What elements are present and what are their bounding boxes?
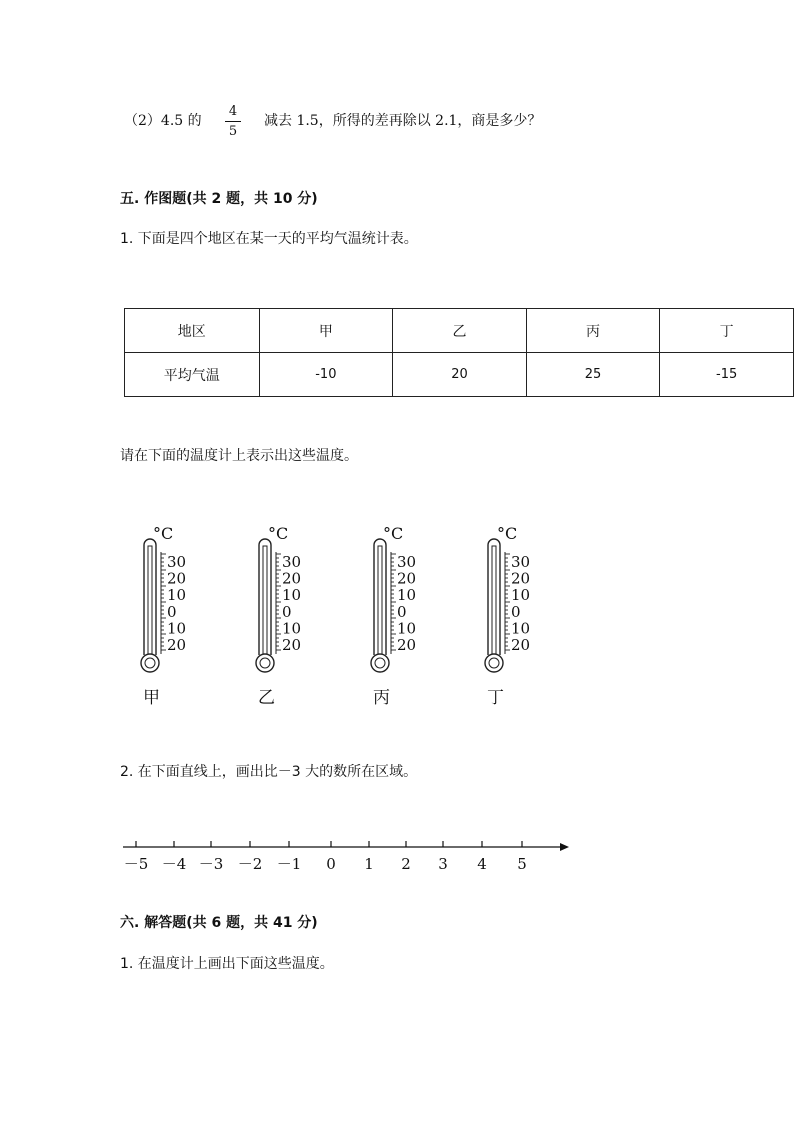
thermometer-tick-label: 20 — [397, 636, 417, 654]
q2-label: （2）4.5 的 — [124, 113, 202, 129]
thermometer-tick-label: 30 — [167, 553, 187, 571]
thermometer-tick-label: 20 — [511, 569, 531, 588]
number-line-label: 5 — [517, 855, 527, 873]
number-line-label: －1 — [276, 855, 302, 873]
number-line-label: 4 — [477, 855, 487, 873]
table-cell: 丙 — [526, 309, 660, 353]
section-6-title: 六. 解答题(共 6 题，共 41 分) — [120, 915, 318, 931]
table-cell: 20 — [393, 353, 527, 397]
thermometer-tick-label: 0 — [397, 602, 407, 621]
table-cell: 25 — [526, 353, 660, 397]
thermometer-tick-label: 10 — [282, 586, 302, 605]
number-line-label: －2 — [237, 855, 263, 873]
thermometer-tick-label: 0 — [167, 602, 177, 621]
number-line-arrow-icon — [560, 843, 569, 851]
number-line-label: 3 — [438, 855, 448, 873]
section-5-q2: 2. 在下面直线上，画出比－3 大的数所在区域。 — [120, 764, 418, 780]
table-cell: 地区 — [125, 309, 260, 353]
thermometer-name: 丁 — [487, 688, 504, 708]
table-cell: 甲 — [259, 309, 393, 353]
section-5-q1: 1. 下面是四个地区在某一天的平均气温统计表。 — [120, 231, 418, 247]
thermometer-name: 甲 — [143, 688, 160, 708]
thermometer-tick-label: 10 — [167, 586, 187, 605]
thermometer-unit-label: °C — [383, 524, 404, 543]
q2-question-text: 减去 1.5，所得的差再除以 2.1，商是多少？ — [264, 113, 542, 129]
thermometer-tick-label: 10 — [397, 619, 417, 638]
thermometer-tick-label: 10 — [397, 586, 417, 605]
number-line-label: 2 — [401, 855, 411, 873]
thermometer-tick-label: 30 — [511, 553, 531, 571]
table-cell: 乙 — [393, 309, 527, 353]
thermometer-unit-label: °C — [153, 524, 174, 543]
table-cell: -10 — [259, 353, 393, 397]
number-line-label: 0 — [326, 855, 336, 873]
thermometer-tick-label: 0 — [282, 602, 292, 621]
thermometer-tick-label: 30 — [397, 553, 417, 571]
section-5-instruction: 请在下面的温度计上表示出这些温度。 — [120, 448, 358, 464]
thermometer-tick-label: 10 — [282, 619, 302, 638]
thermometer-tick-label: 20 — [282, 569, 302, 588]
fraction-numerator: 4 — [228, 104, 238, 119]
number-line-label: 1 — [364, 855, 374, 873]
thermometer-name: 丙 — [373, 688, 390, 708]
table-cell: 平均气温 — [125, 353, 260, 397]
section-6-q1: 1. 在温度计上画出下面这些温度。 — [120, 956, 334, 972]
thermometer-tick-label: 10 — [167, 619, 187, 638]
thermometer-name: 乙 — [258, 688, 275, 708]
thermometer-unit-label: °C — [268, 524, 289, 543]
thermometer-tick-label: 20 — [282, 636, 302, 654]
thermometer-tick-label: 20 — [511, 636, 531, 654]
thermometer-tick-label: 30 — [282, 553, 302, 571]
thermometer-unit-label: °C — [497, 524, 518, 543]
table-cell: 丁 — [660, 309, 794, 353]
fraction-denominator: 5 — [228, 124, 238, 139]
table-cell: -15 — [660, 353, 794, 397]
thermometer-tick-label: 20 — [167, 636, 187, 654]
thermometer-tick-label: 10 — [511, 586, 531, 605]
thermometer-tick-label: 0 — [511, 602, 521, 621]
thermometer-tick-label: 20 — [397, 569, 417, 588]
section-5-title: 五. 作图题(共 2 题，共 10 分) — [120, 191, 318, 207]
number-line-label: －3 — [198, 855, 224, 873]
number-line-label: －5 — [123, 855, 149, 873]
thermometer-tick-label: 20 — [167, 569, 187, 588]
number-line-label: －4 — [161, 855, 187, 873]
thermometer-tick-label: 10 — [511, 619, 531, 638]
